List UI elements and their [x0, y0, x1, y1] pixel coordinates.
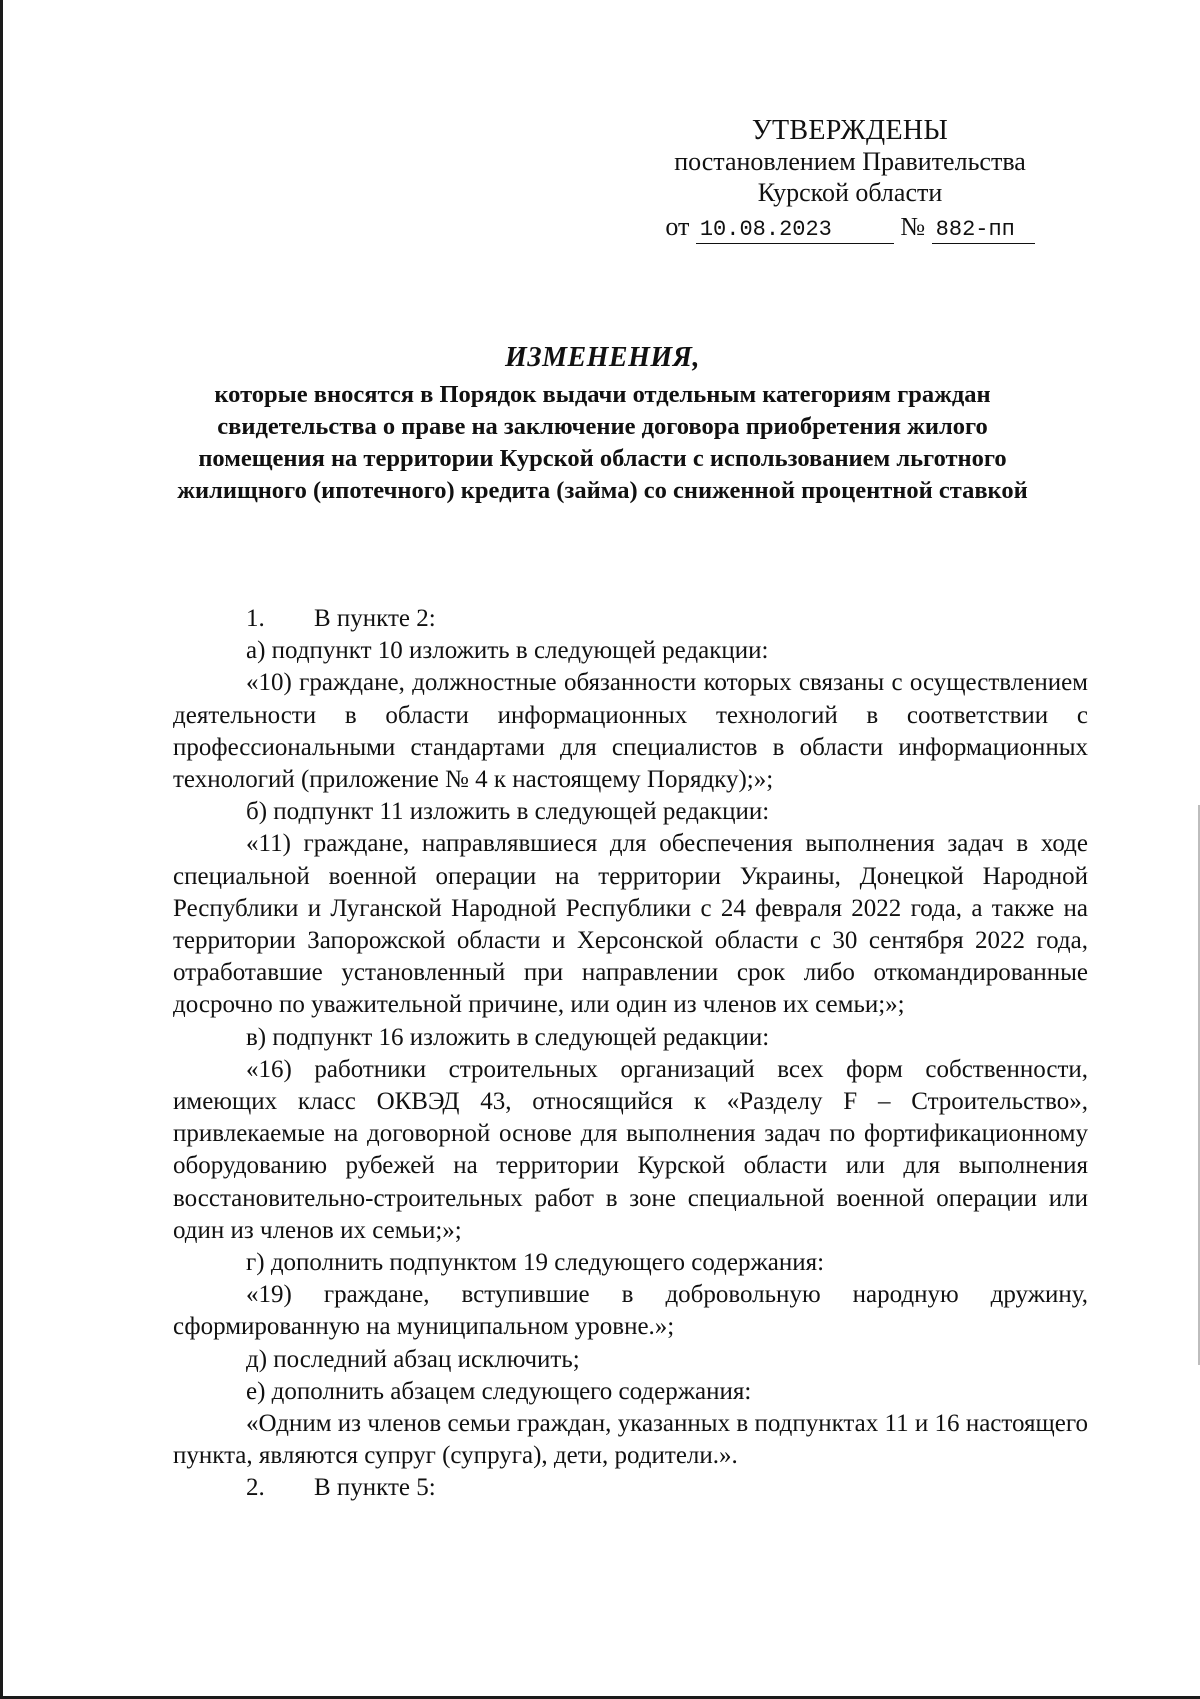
paragraph-4: б) подпункт 11 изложить в следующей редакции:	[246, 798, 770, 826]
order-number: 882-пп	[932, 217, 1035, 244]
from-label: от	[665, 212, 690, 241]
order-date: 10.08.2023	[696, 217, 894, 244]
paragraph-12: «Одним из членов семьи граждан, указанных в подпунктах 11 и 16 настоящего пункта, являются супруг (супруга), дети, родители.».	[173, 1410, 1088, 1470]
paragraph-7: «16) работники строительных организаций всех форм собственности, имеющих класс ОКВЭД 43, относящийся к «Разделу F – Строительство», привлекаемые на договорной основе для выполнения задач по фортификационному оборудованию рубежей на территории Курской области или для выполнения восстановительно-строительных работ в зоне специальной военной операции или один из членов их семьи;»;	[173, 1055, 1088, 1244]
paragraph-8: г) дополнить подпунктом 19 следующего содержания:	[246, 1249, 825, 1277]
scan-edge-left	[0, 0, 3, 1699]
heading-title: ИЗМЕНЕНИЯ,	[505, 342, 700, 373]
paragraph-5: «11) граждане, направлявшиеся для обеспечения выполнения задач в ходе специальной военной операции на территории Украины, Донецкой Народной Республики и Луганской Народной Республики с 24 февраля 2022 года, а также на территории Запорожской области и Херсонской области с 30 сентября 2022 года, отработавшие установленный при направлении срок либо откомандированные досрочно по уважительной причине, или один из членов их семьи;»;	[173, 830, 1088, 1019]
heading-subtitle: которые вносятся в Порядок выдачи отдельным категориям граждан свидетельства о праве на заключение договора приобретения жилого помещения на территории Курской области с использованием льготного жилищного (ипотечного) кредита (займа) со сниженной процентной ставкой	[177, 381, 1028, 504]
approval-block	[600, 115, 1100, 244]
paragraph-6: в) подпункт 16 изложить в следующей редакции:	[246, 1023, 770, 1051]
paragraph-2: а) подпункт 10 изложить в следующей редакции:	[246, 637, 769, 665]
item-number: 2.	[246, 1474, 265, 1502]
paragraph-9: «19) граждане, вступившие в добровольную народную дружину, сформированную на муниципальном уровне.»;	[173, 1281, 1088, 1341]
approval-line-2: Курской области	[757, 178, 943, 207]
document-body	[173, 603, 1088, 1505]
approval-title: УТВЕРЖДЕНЫ	[751, 115, 949, 146]
number-label: №	[900, 212, 926, 241]
paragraph-10: д) последний абзац исключить;	[246, 1345, 580, 1373]
paragraph-11: е) дополнить абзацем следующего содержания:	[246, 1377, 752, 1405]
order-line	[600, 211, 1100, 244]
paragraph-3: «10) граждане, должностные обязанности которых связаны с осуществлением деятельности в области информационных технологий в соответствии с профессиональными стандартами для специалистов в области информационных технологий (приложение № 4 к настоящему Порядку);»;	[173, 669, 1088, 794]
paragraph-text: В пункте 2:	[314, 605, 436, 632]
paragraph-13	[173, 1472, 1088, 1504]
paragraph-1	[173, 603, 1088, 635]
document-heading	[155, 340, 1050, 507]
item-number: 1.	[246, 605, 265, 632]
paragraph-text: В пункте 5:	[314, 1474, 436, 1502]
approval-line-1: постановлением Правительства	[674, 147, 1026, 176]
